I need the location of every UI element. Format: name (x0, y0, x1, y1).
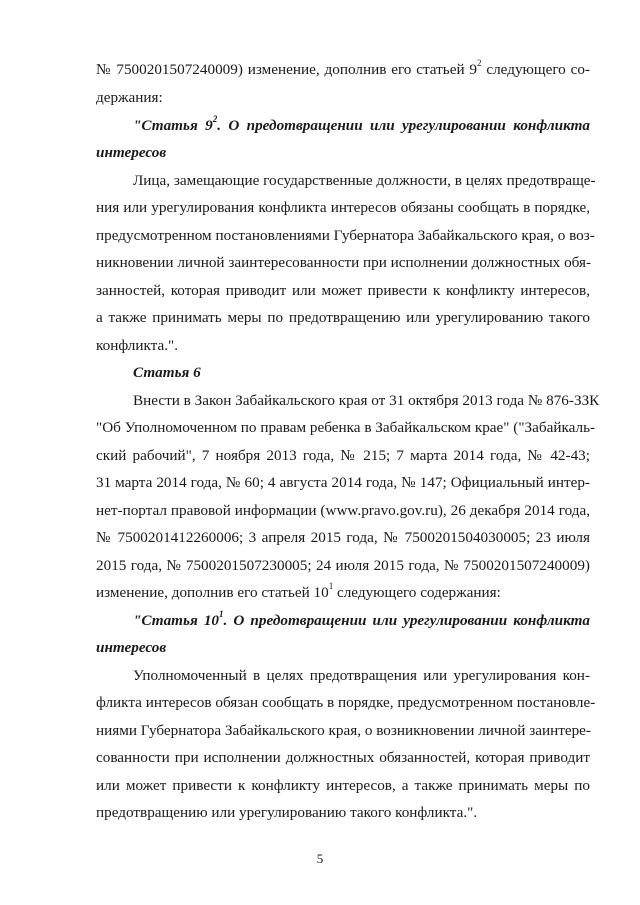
body-line: предусмотренном постановлениями Губернатора Забайкальского края, о воз- (96, 227, 595, 244)
body-line: № 7500201507240009) изменение, дополнив его статьей $9^2$ следующего со- (96, 57, 590, 78)
body-line: никновении личной заинтересованности при исполнении должностных обя- (96, 254, 592, 271)
body-line: сованности при исполнении должностных обязанностей, которая приводит (96, 749, 590, 766)
page-number: 5 (316, 851, 324, 866)
body-line: ский рабочий", 7 ноября 2013 года, № 215; 7 марта 2014 года, № 42-43; (96, 447, 590, 464)
body-line: Уполномоченный в целях предотвращения или урегулирования кон- (133, 667, 590, 684)
body-line: ния или урегулирования конфликта интересов обязаны сообщать в порядке, (96, 199, 590, 216)
body-line: конфликта.". (96, 337, 179, 354)
article-title: Статья 6 (133, 364, 201, 381)
body-line: держания: (96, 89, 163, 106)
article-heading-continued: интересов (96, 639, 167, 656)
article-heading: "Статья $10^1$. О предотвращении или урегулировании конфликта (133, 608, 590, 629)
body-line: изменение, дополнив его статьей $10^1$ следующего содержания: (96, 580, 501, 601)
body-line: занностей, которая приводит или может привести к конфликту интересов, (96, 282, 590, 299)
body-line: нет-портал правовой информации (www.pravo.gov.ru), 26 декабря 2014 года, (96, 502, 590, 519)
article-heading-continued: интересов (96, 144, 167, 161)
body-line: 2015 года, № 7500201507230005; 24 июля 2015 года, № 7500201507240009) (96, 557, 590, 574)
body-line: Лица, замещающие государственные должности, в целях предотвраще- (133, 172, 596, 189)
body-line: а также принимать меры по предотвращению или урегулированию такого (96, 309, 590, 326)
body-line: 31 марта 2014 года, № 60; 4 августа 2014 года, № 147; Официальный интер- (96, 474, 590, 491)
body-line: "Об Уполномоченном по правам ребенка в Забайкальском крае" ("Забайкаль- (96, 419, 596, 436)
body-line: Внести в Закон Забайкальского края от 31 октября 2013 года № 876-ЗЗК (133, 392, 600, 409)
body-line: № 7500201412260006; 3 апреля 2015 года, № 7500201504030005; 23 июля (96, 529, 590, 546)
article-heading: "Статья $9^2$. О предотвращении или урегулировании конфликта (133, 113, 590, 134)
body-line: ниями Губернатора Забайкальского края, о возникновении личной заинтере- (96, 722, 591, 739)
body-line: предотвращению или урегулированию такого конфликта.". (96, 804, 478, 821)
body-line: фликта интересов обязан сообщать в порядке, предусмотренном постановле- (96, 694, 596, 711)
body-line: или может привести к конфликту интересов, а также принимать меры по (96, 777, 590, 794)
